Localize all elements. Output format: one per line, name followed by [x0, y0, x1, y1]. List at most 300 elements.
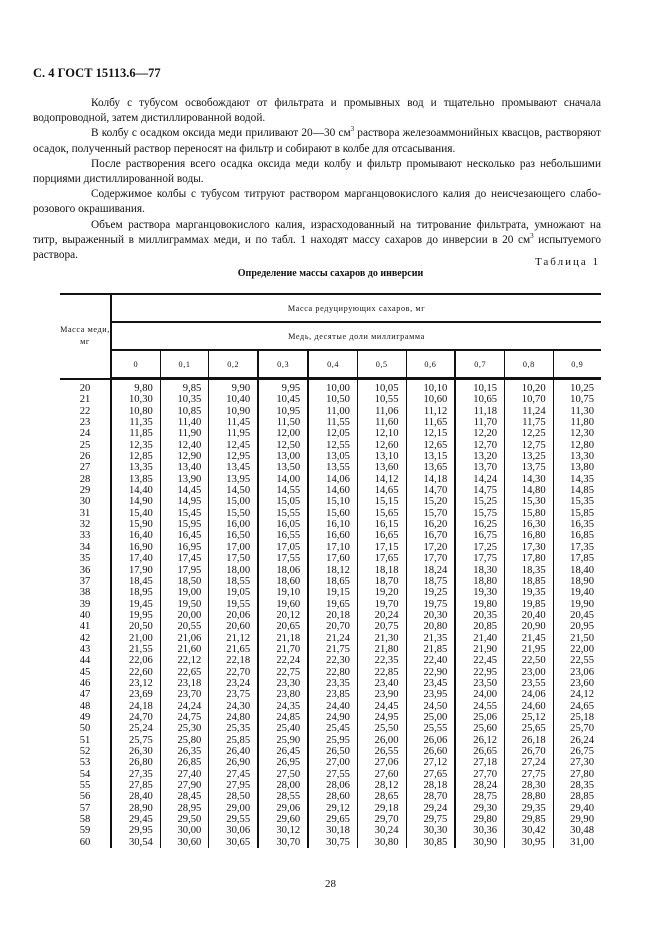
- value-cell: 18,35: [505, 565, 554, 576]
- value-cell: 27,80: [553, 769, 601, 780]
- value-cell: 18,24: [406, 565, 455, 576]
- value-cell: 18,45: [111, 576, 160, 587]
- value-cell: 25,90: [258, 735, 308, 746]
- value-cell: 23,80: [258, 689, 308, 700]
- mass-cell: 47: [60, 689, 111, 700]
- value-cell: 29,18: [357, 803, 406, 814]
- value-cell: 16,05: [258, 519, 308, 530]
- value-cell: 16,40: [111, 530, 160, 541]
- value-cell: 19,85: [505, 599, 554, 610]
- table-row: [60, 610, 601, 621]
- table-row: [60, 406, 601, 417]
- value-cell: 19,05: [209, 587, 258, 598]
- value-cell: 17,65: [357, 553, 406, 564]
- value-cell: 15,20: [406, 496, 455, 507]
- value-cell: 20,85: [455, 621, 504, 632]
- value-cell: 16,70: [406, 530, 455, 541]
- value-cell: 31,00: [553, 837, 601, 848]
- value-cell: 15,55: [258, 508, 308, 519]
- table-row: [60, 735, 601, 746]
- value-cell: 24,75: [160, 712, 209, 723]
- value-cell: 11,80: [553, 417, 601, 428]
- value-cell: 28,90: [111, 803, 160, 814]
- value-cell: 25,40: [258, 723, 308, 734]
- column-header: 0,1: [160, 350, 209, 379]
- value-cell: 19,65: [308, 599, 357, 610]
- mass-cell: 27: [60, 462, 111, 473]
- value-cell: 18,95: [111, 587, 160, 598]
- table-row: [60, 599, 601, 610]
- table-row: [60, 746, 601, 757]
- value-cell: 26,06: [406, 735, 455, 746]
- value-cell: 23,18: [160, 678, 209, 689]
- value-cell: 18,00: [209, 565, 258, 576]
- value-cell: 13,75: [505, 462, 554, 473]
- table-row: [60, 451, 601, 462]
- value-cell: 17,30: [505, 542, 554, 553]
- value-cell: 26,75: [553, 746, 601, 757]
- value-cell: 19,70: [357, 599, 406, 610]
- mass-cell: 24: [60, 428, 111, 439]
- value-cell: 29,70: [357, 814, 406, 825]
- mass-cell: 38: [60, 587, 111, 598]
- table-row: [60, 667, 601, 678]
- mass-cell: 44: [60, 655, 111, 666]
- mass-cell: 39: [60, 599, 111, 610]
- value-cell: 23,45: [406, 678, 455, 689]
- value-cell: 13,85: [111, 474, 160, 485]
- value-cell: 17,10: [308, 542, 357, 553]
- value-cell: 27,45: [209, 769, 258, 780]
- value-cell: 26,55: [357, 746, 406, 757]
- value-cell: 24,95: [357, 712, 406, 723]
- table-row: [60, 837, 601, 848]
- column-header: 0,2: [209, 350, 258, 379]
- body-text: [33, 96, 601, 263]
- value-cell: 10,55: [357, 394, 406, 405]
- value-cell: 23,60: [553, 678, 601, 689]
- value-cell: 19,00: [160, 587, 209, 598]
- value-cell: 15,15: [357, 496, 406, 507]
- value-cell: 12,95: [209, 451, 258, 462]
- value-cell: 10,65: [455, 394, 504, 405]
- table-row: [60, 712, 601, 723]
- value-cell: 22,24: [258, 655, 308, 666]
- value-cell: 12,60: [357, 440, 406, 451]
- value-cell: 30,60: [160, 837, 209, 848]
- value-cell: 23,75: [209, 689, 258, 700]
- value-cell: 20,35: [455, 610, 504, 621]
- value-cell: 28,60: [308, 791, 357, 802]
- table-row: [60, 723, 601, 734]
- table-row: [60, 633, 601, 644]
- value-cell: 17,55: [258, 553, 308, 564]
- mass-cell: 31: [60, 508, 111, 519]
- value-cell: 27,24: [505, 757, 554, 768]
- mass-cell: 46: [60, 678, 111, 689]
- value-cell: 27,40: [160, 769, 209, 780]
- value-cell: 30,80: [357, 837, 406, 848]
- value-cell: 12,30: [553, 428, 601, 439]
- value-cell: 14,30: [505, 474, 554, 485]
- value-cell: 14,18: [406, 474, 455, 485]
- value-cell: 30,70: [258, 837, 308, 848]
- value-cell: 25,75: [111, 735, 160, 746]
- value-cell: 24,30: [209, 701, 258, 712]
- value-cell: 14,85: [553, 485, 601, 496]
- value-cell: 13,45: [209, 462, 258, 473]
- mass-cell: 42: [60, 633, 111, 644]
- value-cell: 11,60: [357, 417, 406, 428]
- value-cell: 15,05: [258, 496, 308, 507]
- paragraph: Колбу с тубусом освобождают от фильтрата и промывных вод и тщательно промывают сначала водопроводной, затем дистиллированной водой.: [33, 97, 601, 125]
- value-cell: 14,65: [357, 485, 406, 496]
- mass-cell: 57: [60, 803, 111, 814]
- value-cell: 28,65: [357, 791, 406, 802]
- value-cell: 9,90: [209, 379, 258, 395]
- table-row: [60, 587, 601, 598]
- value-cell: 16,15: [357, 519, 406, 530]
- column-header: 0,9: [553, 350, 601, 379]
- value-cell: 29,06: [258, 803, 308, 814]
- value-cell: 29,30: [455, 803, 504, 814]
- value-cell: 28,40: [111, 791, 160, 802]
- value-cell: 11,18: [455, 406, 504, 417]
- table-row: [60, 462, 601, 473]
- value-cell: 23,70: [160, 689, 209, 700]
- value-cell: 18,55: [209, 576, 258, 587]
- value-cell: 17,60: [308, 553, 357, 564]
- table-row: [60, 519, 601, 530]
- value-cell: 25,24: [111, 723, 160, 734]
- value-cell: 28,30: [505, 780, 554, 791]
- value-cell: 28,45: [160, 791, 209, 802]
- value-cell: 28,70: [406, 791, 455, 802]
- value-cell: 10,95: [258, 406, 308, 417]
- mass-cell: 35: [60, 553, 111, 564]
- value-cell: 28,24: [455, 780, 504, 791]
- value-cell: 24,00: [455, 689, 504, 700]
- value-cell: 22,75: [258, 667, 308, 678]
- value-cell: 17,20: [406, 542, 455, 553]
- value-cell: 26,00: [357, 735, 406, 746]
- value-cell: 16,25: [455, 519, 504, 530]
- value-cell: 27,18: [455, 757, 504, 768]
- value-cell: 10,10: [406, 379, 455, 395]
- value-cell: 22,95: [455, 667, 504, 678]
- value-cell: 30,42: [505, 825, 554, 836]
- table-row: [60, 440, 601, 451]
- value-cell: 30,54: [111, 837, 160, 848]
- value-cell: 18,18: [357, 565, 406, 576]
- value-cell: 28,55: [258, 791, 308, 802]
- value-cell: 27,70: [455, 769, 504, 780]
- table-row: [60, 530, 601, 541]
- value-cell: 24,90: [308, 712, 357, 723]
- mass-cell: 34: [60, 542, 111, 553]
- value-cell: 13,60: [357, 462, 406, 473]
- value-cell: 12,55: [308, 440, 357, 451]
- value-cell: 12,25: [505, 428, 554, 439]
- value-cell: 19,35: [505, 587, 554, 598]
- value-cell: 13,80: [553, 462, 601, 473]
- value-cell: 21,35: [406, 633, 455, 644]
- value-cell: 22,00: [553, 644, 601, 655]
- value-cell: 29,65: [308, 814, 357, 825]
- value-cell: 28,06: [308, 780, 357, 791]
- value-cell: 13,35: [111, 462, 160, 473]
- value-cell: 18,12: [308, 565, 357, 576]
- value-cell: 28,35: [553, 780, 601, 791]
- value-cell: 16,50: [209, 530, 258, 541]
- mass-cell: 26: [60, 451, 111, 462]
- value-cell: 17,85: [553, 553, 601, 564]
- value-cell: 30,95: [505, 837, 554, 848]
- value-cell: 20,00: [160, 610, 209, 621]
- value-cell: 24,60: [505, 701, 554, 712]
- value-cell: 30,00: [160, 825, 209, 836]
- value-cell: 29,12: [308, 803, 357, 814]
- value-cell: 25,95: [308, 735, 357, 746]
- value-cell: 10,40: [209, 394, 258, 405]
- value-cell: 27,65: [406, 769, 455, 780]
- value-cell: 21,40: [455, 633, 504, 644]
- value-cell: 11,45: [209, 417, 258, 428]
- value-cell: 28,18: [406, 780, 455, 791]
- value-cell: 26,90: [209, 757, 258, 768]
- value-cell: 24,12: [553, 689, 601, 700]
- mass-cell: 32: [60, 519, 111, 530]
- value-cell: 24,65: [553, 701, 601, 712]
- value-cell: 23,35: [308, 678, 357, 689]
- value-cell: 30,48: [553, 825, 601, 836]
- column-header: 0: [111, 350, 160, 379]
- value-cell: 15,65: [357, 508, 406, 519]
- value-cell: 15,85: [553, 508, 601, 519]
- value-cell: 30,90: [455, 837, 504, 848]
- value-cell: 16,90: [111, 542, 160, 553]
- value-cell: 20,40: [505, 610, 554, 621]
- value-cell: 24,85: [258, 712, 308, 723]
- value-cell: 29,60: [258, 814, 308, 825]
- value-cell: 30,12: [258, 825, 308, 836]
- value-cell: 22,40: [406, 655, 455, 666]
- value-cell: 19,75: [406, 599, 455, 610]
- value-cell: 11,70: [455, 417, 504, 428]
- value-cell: 13,00: [258, 451, 308, 462]
- value-cell: 28,00: [258, 780, 308, 791]
- value-cell: 14,40: [111, 485, 160, 496]
- value-cell: 12,65: [406, 440, 455, 451]
- table-row: [60, 553, 601, 564]
- value-cell: 19,45: [111, 599, 160, 610]
- value-cell: 11,85: [111, 428, 160, 439]
- value-cell: 20,50: [111, 621, 160, 632]
- value-cell: 18,75: [406, 576, 455, 587]
- table-row: [60, 678, 601, 689]
- value-cell: 23,06: [553, 667, 601, 678]
- value-cell: 14,55: [258, 485, 308, 496]
- value-cell: 14,06: [308, 474, 357, 485]
- mass-cell: 58: [60, 814, 111, 825]
- value-cell: 24,18: [111, 701, 160, 712]
- mass-cell: 50: [60, 723, 111, 734]
- value-cell: 20,90: [505, 621, 554, 632]
- value-cell: 21,18: [258, 633, 308, 644]
- value-cell: 28,12: [357, 780, 406, 791]
- value-cell: 28,50: [209, 791, 258, 802]
- value-cell: 21,65: [209, 644, 258, 655]
- table-row: [60, 825, 601, 836]
- value-cell: 10,30: [111, 394, 160, 405]
- mass-cell: 23: [60, 417, 111, 428]
- value-cell: 11,95: [209, 428, 258, 439]
- value-cell: 23,00: [505, 667, 554, 678]
- value-cell: 24,06: [505, 689, 554, 700]
- mass-cell: 60: [60, 837, 111, 848]
- value-cell: 21,70: [258, 644, 308, 655]
- value-cell: 14,00: [258, 474, 308, 485]
- value-cell: 23,55: [505, 678, 554, 689]
- table-row: [60, 701, 601, 712]
- value-cell: 20,24: [357, 610, 406, 621]
- value-cell: 15,75: [455, 508, 504, 519]
- table-title: Определение массы сахаров до инверсии: [237, 268, 424, 279]
- value-cell: 26,80: [111, 757, 160, 768]
- value-cell: 23,90: [357, 689, 406, 700]
- value-cell: 25,55: [406, 723, 455, 734]
- value-cell: 30,30: [406, 825, 455, 836]
- value-cell: 16,80: [505, 530, 554, 541]
- page-header: С. 4 ГОСТ 15113.6—77: [33, 66, 161, 80]
- value-cell: 21,30: [357, 633, 406, 644]
- value-cell: 16,30: [505, 519, 554, 530]
- value-cell: 15,10: [308, 496, 357, 507]
- value-cell: 28,80: [505, 791, 554, 802]
- value-cell: 30,85: [406, 837, 455, 848]
- value-cell: 23,69: [111, 689, 160, 700]
- value-cell: 27,06: [357, 757, 406, 768]
- value-cell: 30,06: [209, 825, 258, 836]
- value-cell: 18,50: [160, 576, 209, 587]
- value-cell: 11,12: [406, 406, 455, 417]
- value-cell: 22,18: [209, 655, 258, 666]
- mass-cell: 37: [60, 576, 111, 587]
- table-row: [60, 655, 601, 666]
- value-cell: 25,12: [505, 712, 554, 723]
- value-cell: 26,35: [160, 746, 209, 757]
- value-cell: 21,95: [505, 644, 554, 655]
- value-cell: 20,65: [258, 621, 308, 632]
- value-cell: 11,30: [553, 406, 601, 417]
- value-cell: 18,60: [258, 576, 308, 587]
- value-cell: 19,80: [455, 599, 504, 610]
- value-cell: 12,35: [111, 440, 160, 451]
- mass-cell: 52: [60, 746, 111, 757]
- value-cell: 26,12: [455, 735, 504, 746]
- value-cell: 25,60: [455, 723, 504, 734]
- value-cell: 19,20: [357, 587, 406, 598]
- value-cell: 16,20: [406, 519, 455, 530]
- value-cell: 21,45: [505, 633, 554, 644]
- mass-cell: 53: [60, 757, 111, 768]
- value-cell: 23,40: [357, 678, 406, 689]
- value-cell: 16,60: [308, 530, 357, 541]
- table-row: [60, 394, 601, 405]
- paragraph: В колбу с осадком оксида меди приливают 20—30 $см^3$ раствора железоаммонийных квасцов, растворяют осадок, полученный раствор переносят на фильтр и собирают в колбе для отсасывания.: [33, 125, 601, 155]
- value-cell: 28,85: [553, 791, 601, 802]
- value-cell: 27,30: [553, 757, 601, 768]
- sub-header: Медь, десятые доли миллиграмма: [111, 322, 601, 350]
- value-cell: 15,80: [505, 508, 554, 519]
- table-caption: Таблица 1: [534, 256, 600, 268]
- value-cell: 15,60: [308, 508, 357, 519]
- value-cell: 16,45: [160, 530, 209, 541]
- value-cell: 10,15: [455, 379, 504, 395]
- mass-cell: 45: [60, 667, 111, 678]
- value-cell: 14,70: [406, 485, 455, 496]
- value-cell: 29,95: [111, 825, 160, 836]
- value-cell: 10,90: [209, 406, 258, 417]
- value-cell: 17,15: [357, 542, 406, 553]
- value-cell: 29,75: [406, 814, 455, 825]
- value-cell: 19,95: [111, 610, 160, 621]
- value-cell: 20,06: [209, 610, 258, 621]
- value-cell: 18,80: [455, 576, 504, 587]
- value-cell: 27,60: [357, 769, 406, 780]
- value-cell: 21,60: [160, 644, 209, 655]
- column-header: 0,3: [258, 350, 308, 379]
- value-cell: 22,85: [357, 667, 406, 678]
- value-cell: 27,85: [111, 780, 160, 791]
- value-cell: 24,40: [308, 701, 357, 712]
- value-cell: 16,00: [209, 519, 258, 530]
- value-cell: 17,75: [455, 553, 504, 564]
- paragraph: Содержимое колбы с тубусом титруют раствором марганцовокислого калия до неисчезающего слабо-розового окрашивания.: [33, 188, 601, 216]
- table-row: [60, 780, 601, 791]
- value-cell: 26,95: [258, 757, 308, 768]
- value-cell: 22,35: [357, 655, 406, 666]
- paragraph: Объем раствора марганцовокислого калия, израсходованный на титрование фильтрата, умножают на титр, выраженный в миллиграммах меди, и по табл. 1 находят массу сахаров до инверсии в 20 $см^3$ испытуемого раствора.: [33, 218, 601, 262]
- value-cell: 10,85: [160, 406, 209, 417]
- value-cell: 12,15: [406, 428, 455, 439]
- value-cell: 21,50: [553, 633, 601, 644]
- value-cell: 16,85: [553, 530, 601, 541]
- value-cell: 26,18: [505, 735, 554, 746]
- mass-cell: 21: [60, 394, 111, 405]
- value-cell: 19,40: [553, 587, 601, 598]
- value-cell: 14,80: [505, 485, 554, 496]
- value-cell: 11,40: [160, 417, 209, 428]
- value-cell: 13,50: [258, 462, 308, 473]
- value-cell: 29,55: [209, 814, 258, 825]
- value-cell: 12,70: [455, 440, 504, 451]
- value-cell: 26,40: [209, 746, 258, 757]
- value-cell: 30,36: [455, 825, 504, 836]
- table-row: [60, 791, 601, 802]
- table-row: [60, 417, 601, 428]
- value-cell: 24,80: [209, 712, 258, 723]
- value-cell: 17,35: [553, 542, 601, 553]
- value-cell: 13,65: [406, 462, 455, 473]
- value-cell: 21,24: [308, 633, 357, 644]
- value-cell: 16,55: [258, 530, 308, 541]
- table-row: [60, 474, 601, 485]
- value-cell: 14,50: [209, 485, 258, 496]
- value-cell: 11,90: [160, 428, 209, 439]
- value-cell: 9,80: [111, 379, 160, 395]
- value-cell: 25,70: [553, 723, 601, 734]
